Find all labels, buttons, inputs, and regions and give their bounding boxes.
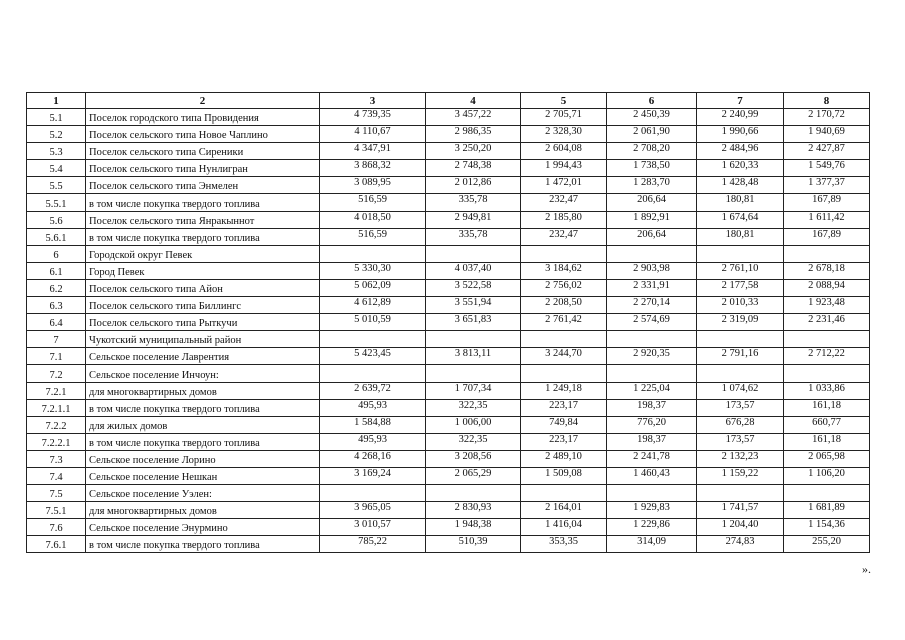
value-cell: 2 065,29 — [426, 467, 521, 484]
value-cell: 1 929,83 — [607, 502, 697, 519]
value-cell: 3 169,24 — [320, 467, 426, 484]
value-cell: 1 229,86 — [607, 519, 697, 536]
value-cell: 2 170,72 — [784, 109, 870, 126]
row-number-cell: 5.5 — [27, 177, 86, 194]
row-name-cell: Город Певек — [86, 262, 320, 279]
value-cell: 2 240,99 — [697, 109, 784, 126]
value-cell: 1 154,36 — [784, 519, 870, 536]
table-row — [27, 416, 870, 433]
value-cell: 3 089,95 — [320, 177, 426, 194]
table-row — [27, 160, 870, 177]
value-cell: 2 484,96 — [697, 143, 784, 160]
value-cell: 3 244,70 — [521, 348, 607, 365]
value-cell: 1 948,38 — [426, 519, 521, 536]
row-number-cell: 6.1 — [27, 262, 86, 279]
table-row — [27, 245, 870, 262]
value-cell: 1 738,50 — [607, 160, 697, 177]
row-number-cell: 7.2.2 — [27, 416, 86, 433]
value-cell: 2 208,50 — [521, 297, 607, 314]
row-number-cell: 5.5.1 — [27, 194, 86, 211]
row-number-cell: 7.5 — [27, 485, 86, 502]
value-cell — [320, 485, 426, 502]
row-name-cell: для жилых домов — [86, 416, 320, 433]
table-row — [27, 262, 870, 279]
value-cell: 495,93 — [320, 399, 426, 416]
value-cell: 2 328,30 — [521, 126, 607, 143]
value-cell: 161,18 — [784, 399, 870, 416]
value-cell: 3 208,56 — [426, 450, 521, 467]
table-row — [27, 382, 870, 399]
value-cell: 2 705,71 — [521, 109, 607, 126]
value-cell: 1 892,91 — [607, 211, 697, 228]
value-cell: 1 225,04 — [607, 382, 697, 399]
value-cell: 3 651,83 — [426, 314, 521, 331]
table-row — [27, 126, 870, 143]
row-number-cell: 5.3 — [27, 143, 86, 160]
header-cell: 3 — [320, 93, 426, 109]
table-row — [27, 348, 870, 365]
value-cell: 4 268,16 — [320, 450, 426, 467]
row-number-cell: 5.6 — [27, 211, 86, 228]
value-cell: 206,64 — [607, 228, 697, 245]
table-row — [27, 331, 870, 348]
row-number-cell: 5.6.1 — [27, 228, 86, 245]
table-row — [27, 519, 870, 536]
row-name-cell: Сельское поселение Энурмино — [86, 519, 320, 536]
value-cell: 1 707,34 — [426, 382, 521, 399]
value-cell: 161,18 — [784, 433, 870, 450]
value-cell: 516,59 — [320, 194, 426, 211]
value-cell: 3 250,20 — [426, 143, 521, 160]
row-number-cell: 7.5.1 — [27, 502, 86, 519]
value-cell: 232,47 — [521, 194, 607, 211]
table-row — [27, 177, 870, 194]
table-row — [27, 433, 870, 450]
value-cell: 4 018,50 — [320, 211, 426, 228]
value-cell: 1 674,64 — [697, 211, 784, 228]
row-number-cell: 7.6.1 — [27, 536, 86, 553]
header-cell: 7 — [697, 93, 784, 109]
value-cell: 274,83 — [697, 536, 784, 553]
header-cell: 6 — [607, 93, 697, 109]
value-cell: 173,57 — [697, 433, 784, 450]
value-cell: 2 319,09 — [697, 314, 784, 331]
value-cell: 2 761,10 — [697, 262, 784, 279]
row-number-cell: 5.2 — [27, 126, 86, 143]
row-name-cell: Поселок сельского типа Энмелен — [86, 177, 320, 194]
value-cell: 1 741,57 — [697, 502, 784, 519]
value-cell: 2 164,01 — [521, 502, 607, 519]
value-cell — [426, 485, 521, 502]
value-cell: 3 457,22 — [426, 109, 521, 126]
value-cell — [784, 485, 870, 502]
value-cell: 1 584,88 — [320, 416, 426, 433]
value-cell — [426, 331, 521, 348]
value-cell: 3 010,57 — [320, 519, 426, 536]
row-name-cell: Городской округ Певек — [86, 245, 320, 262]
row-number-cell: 7.1 — [27, 348, 86, 365]
row-name-cell: для многоквартирных домов — [86, 502, 320, 519]
row-name-cell: Поселок городского типа Провидения — [86, 109, 320, 126]
row-name-cell: Сельское поселение Инчоун: — [86, 365, 320, 382]
row-number-cell: 7.2.1 — [27, 382, 86, 399]
header-cell: 4 — [426, 93, 521, 109]
value-cell: 206,64 — [607, 194, 697, 211]
value-cell: 2 903,98 — [607, 262, 697, 279]
value-cell: 2 132,23 — [697, 450, 784, 467]
value-cell — [607, 485, 697, 502]
value-cell: 167,89 — [784, 228, 870, 245]
value-cell: 1 611,42 — [784, 211, 870, 228]
value-cell: 198,37 — [607, 399, 697, 416]
table-row — [27, 450, 870, 467]
value-cell: 1 681,89 — [784, 502, 870, 519]
row-number-cell: 6 — [27, 245, 86, 262]
value-cell: 495,93 — [320, 433, 426, 450]
value-cell: 4 037,40 — [426, 262, 521, 279]
value-cell: 4 110,67 — [320, 126, 426, 143]
closing-quote-mark: ». — [862, 562, 871, 576]
row-number-cell: 7.2 — [27, 365, 86, 382]
row-name-cell: Поселок сельского типа Биллингс — [86, 297, 320, 314]
value-cell — [697, 365, 784, 382]
value-cell: 2 920,35 — [607, 348, 697, 365]
value-cell: 1 549,76 — [784, 160, 870, 177]
value-cell — [320, 331, 426, 348]
value-cell: 1 006,00 — [426, 416, 521, 433]
value-cell: 510,39 — [426, 536, 521, 553]
value-cell: 223,17 — [521, 399, 607, 416]
value-cell: 2 639,72 — [320, 382, 426, 399]
header-cell: 5 — [521, 93, 607, 109]
value-cell — [607, 331, 697, 348]
table-body — [27, 109, 870, 553]
value-cell: 2 708,20 — [607, 143, 697, 160]
value-cell: 2 986,35 — [426, 126, 521, 143]
value-cell: 2 010,33 — [697, 297, 784, 314]
table-row — [27, 467, 870, 484]
value-cell: 3 184,62 — [521, 262, 607, 279]
row-number-cell: 7.4 — [27, 467, 86, 484]
value-cell: 676,28 — [697, 416, 784, 433]
value-cell: 1 204,40 — [697, 519, 784, 536]
header-cell: 8 — [784, 93, 870, 109]
value-cell: 1 472,01 — [521, 177, 607, 194]
value-cell: 1 074,62 — [697, 382, 784, 399]
value-cell — [784, 245, 870, 262]
value-cell: 1 283,70 — [607, 177, 697, 194]
row-name-cell: в том числе покупка твердого топлива — [86, 194, 320, 211]
row-name-cell: Поселок сельского типа Нунлигран — [86, 160, 320, 177]
value-cell: 3 965,05 — [320, 502, 426, 519]
row-number-cell: 6.4 — [27, 314, 86, 331]
value-cell — [697, 245, 784, 262]
row-number-cell: 6.3 — [27, 297, 86, 314]
header-cell: 1 — [27, 93, 86, 109]
value-cell: 2 061,90 — [607, 126, 697, 143]
value-cell: 2 791,16 — [697, 348, 784, 365]
row-number-cell: 7.3 — [27, 450, 86, 467]
tariff-table — [26, 92, 870, 553]
table-row — [27, 365, 870, 382]
value-cell: 4 612,89 — [320, 297, 426, 314]
value-cell: 5 423,45 — [320, 348, 426, 365]
row-number-cell: 6.2 — [27, 279, 86, 296]
value-cell: 3 522,58 — [426, 279, 521, 296]
value-cell: 1 990,66 — [697, 126, 784, 143]
row-number-cell: 7.2.2.1 — [27, 433, 86, 450]
row-name-cell: Сельское поселение Лорино — [86, 450, 320, 467]
value-cell: 1 159,22 — [697, 467, 784, 484]
value-cell: 173,57 — [697, 399, 784, 416]
table-row — [27, 314, 870, 331]
value-cell: 776,20 — [607, 416, 697, 433]
value-cell: 2 331,91 — [607, 279, 697, 296]
value-cell — [607, 245, 697, 262]
value-cell: 1 416,04 — [521, 519, 607, 536]
table-row — [27, 279, 870, 296]
value-cell: 2 678,18 — [784, 262, 870, 279]
value-cell: 232,47 — [521, 228, 607, 245]
value-cell: 516,59 — [320, 228, 426, 245]
value-cell: 167,89 — [784, 194, 870, 211]
value-cell: 2 949,81 — [426, 211, 521, 228]
value-cell: 5 062,09 — [320, 279, 426, 296]
value-cell: 2 185,80 — [521, 211, 607, 228]
value-cell: 1 923,48 — [784, 297, 870, 314]
value-cell: 1 460,43 — [607, 467, 697, 484]
value-cell: 2 177,58 — [697, 279, 784, 296]
row-number-cell: 5.4 — [27, 160, 86, 177]
value-cell: 1 994,43 — [521, 160, 607, 177]
value-cell: 749,84 — [521, 416, 607, 433]
value-cell: 335,78 — [426, 194, 521, 211]
value-cell: 2 761,42 — [521, 314, 607, 331]
row-name-cell: Чукотский муниципальный район — [86, 331, 320, 348]
value-cell — [320, 365, 426, 382]
table-row — [27, 536, 870, 553]
value-cell: 2 231,46 — [784, 314, 870, 331]
value-cell: 5 330,30 — [320, 262, 426, 279]
value-cell: 3 868,32 — [320, 160, 426, 177]
row-number-cell: 5.1 — [27, 109, 86, 126]
value-cell: 1 249,18 — [521, 382, 607, 399]
row-name-cell: в том числе покупка твердого топлива — [86, 433, 320, 450]
value-cell: 2 574,69 — [607, 314, 697, 331]
row-name-cell: для многоквартирных домов — [86, 382, 320, 399]
row-name-cell: Сельское поселение Лаврентия — [86, 348, 320, 365]
value-cell — [521, 245, 607, 262]
row-name-cell: Поселок сельского типа Айон — [86, 279, 320, 296]
table-row — [27, 399, 870, 416]
value-cell: 322,35 — [426, 433, 521, 450]
row-number-cell: 7.2.1.1 — [27, 399, 86, 416]
value-cell: 785,22 — [320, 536, 426, 553]
value-cell: 1 033,86 — [784, 382, 870, 399]
value-cell: 2 712,22 — [784, 348, 870, 365]
value-cell: 2 012,86 — [426, 177, 521, 194]
value-cell — [784, 331, 870, 348]
value-cell: 2 270,14 — [607, 297, 697, 314]
header-row — [27, 93, 870, 109]
value-cell: 2 241,78 — [607, 450, 697, 467]
value-cell: 2 756,02 — [521, 279, 607, 296]
table-row — [27, 502, 870, 519]
value-cell — [521, 331, 607, 348]
row-name-cell: Поселок сельского типа Янракыннот — [86, 211, 320, 228]
value-cell — [521, 365, 607, 382]
value-cell: 2 427,87 — [784, 143, 870, 160]
value-cell: 1 377,37 — [784, 177, 870, 194]
value-cell — [426, 365, 521, 382]
value-cell: 5 010,59 — [320, 314, 426, 331]
row-number-cell: 7.6 — [27, 519, 86, 536]
value-cell: 2 088,94 — [784, 279, 870, 296]
value-cell: 4 739,35 — [320, 109, 426, 126]
value-cell: 198,37 — [607, 433, 697, 450]
value-cell: 2 450,39 — [607, 109, 697, 126]
table-row — [27, 143, 870, 160]
value-cell: 2 065,98 — [784, 450, 870, 467]
value-cell — [521, 485, 607, 502]
value-cell: 335,78 — [426, 228, 521, 245]
value-cell: 2 489,10 — [521, 450, 607, 467]
value-cell: 2 604,08 — [521, 143, 607, 160]
value-cell: 2 830,93 — [426, 502, 521, 519]
row-name-cell: Поселок сельского типа Рыткучи — [86, 314, 320, 331]
value-cell: 4 347,91 — [320, 143, 426, 160]
value-cell: 1 428,48 — [697, 177, 784, 194]
value-cell — [426, 245, 521, 262]
table-row — [27, 485, 870, 502]
value-cell — [607, 365, 697, 382]
table-row — [27, 297, 870, 314]
value-cell: 1 509,08 — [521, 467, 607, 484]
value-cell: 2 748,38 — [426, 160, 521, 177]
header-cell: 2 — [86, 93, 320, 109]
row-name-cell: Поселок сельского типа Новое Чаплино — [86, 126, 320, 143]
value-cell — [697, 331, 784, 348]
row-name-cell: в том числе покупка твердого топлива — [86, 228, 320, 245]
value-cell: 223,17 — [521, 433, 607, 450]
value-cell: 1 106,20 — [784, 467, 870, 484]
value-cell — [784, 365, 870, 382]
table-row — [27, 109, 870, 126]
value-cell — [320, 245, 426, 262]
row-name-cell: Поселок сельского типа Сиреники — [86, 143, 320, 160]
table-row — [27, 228, 870, 245]
value-cell: 3 551,94 — [426, 297, 521, 314]
row-name-cell: Сельское поселение Нешкан — [86, 467, 320, 484]
value-cell: 660,77 — [784, 416, 870, 433]
table-row — [27, 194, 870, 211]
row-name-cell: в том числе покупка твердого топлива — [86, 399, 320, 416]
value-cell: 1 620,33 — [697, 160, 784, 177]
value-cell — [697, 485, 784, 502]
value-cell: 322,35 — [426, 399, 521, 416]
value-cell: 1 940,69 — [784, 126, 870, 143]
row-name-cell: в том числе покупка твердого топлива — [86, 536, 320, 553]
row-number-cell: 7 — [27, 331, 86, 348]
value-cell: 353,35 — [521, 536, 607, 553]
value-cell: 180,81 — [697, 194, 784, 211]
table-row — [27, 211, 870, 228]
value-cell: 255,20 — [784, 536, 870, 553]
value-cell: 180,81 — [697, 228, 784, 245]
value-cell: 3 813,11 — [426, 348, 521, 365]
value-cell: 314,09 — [607, 536, 697, 553]
row-name-cell: Сельское поселение Уэлен: — [86, 485, 320, 502]
